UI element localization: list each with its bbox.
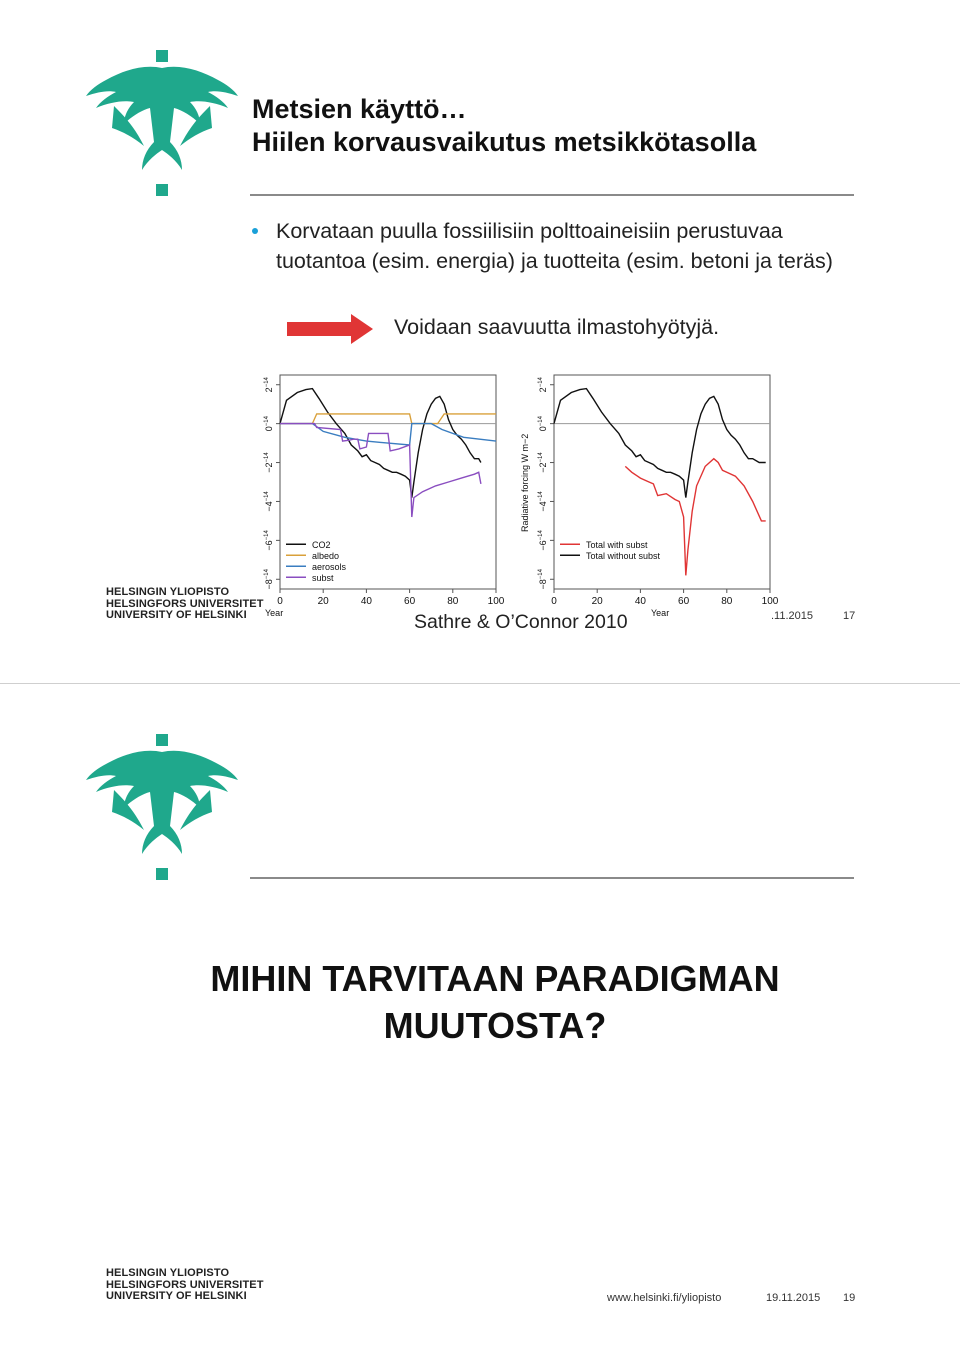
slide-17 (0, 0, 960, 683)
question-line-1: MIHIN TARVITAAN PARADIGMAN (210, 958, 780, 999)
chart1-y-tick-label: $-4^{-14}$ (264, 491, 274, 512)
university-wordmark (106, 587, 264, 622)
chart1-legend-label: aerosols (312, 561, 347, 572)
title-line-2: Hiilen korvausvaikutus metsikkötasolla (252, 127, 757, 157)
chart2-legend-label: Total without subst (586, 550, 661, 561)
chart-forcing-totals (517, 370, 787, 626)
footer-date: 19.11.2015 (766, 1292, 821, 1304)
chart1-x-tick-label: 40 (360, 596, 372, 607)
chart2-xlabel: Year (651, 608, 670, 618)
chart1-x-tick-label: 60 (404, 596, 416, 607)
chart2-y-tick-label: $-4^{-14}$ (538, 491, 548, 512)
title-rule (250, 877, 854, 879)
slide-question (100, 955, 890, 1049)
chart2-x-tick-label: 100 (761, 596, 779, 607)
university-name-sv: HELSINGFORS UNIVERSITET (106, 1278, 264, 1291)
chart1-y-tick-label: $-6^{-14}$ (264, 530, 274, 551)
footer-date: .11.2015 (771, 610, 814, 622)
chart2-y-tick-label: $2^{-14}$ (538, 377, 548, 393)
bullet-text: Korvataan puulla fossiilisiin polttoaineisiin perustuvaa tuotantoa (esim. energia) ja tuotteita (esim. betoni ja teräs) (276, 219, 833, 273)
chart2-legend-label: Total with subst (586, 539, 648, 550)
university-name-sv: HELSINGFORS UNIVERSITET (106, 597, 264, 610)
chart2-y-tick-label: $-8^{-14}$ (538, 569, 548, 590)
chart1-legend-label: subst (312, 572, 334, 583)
chart2-x-tick-label: 60 (678, 596, 690, 607)
chart2-x-tick-label: 20 (591, 596, 603, 607)
chart1-series-subst (280, 424, 481, 517)
chart-forcing-components (243, 370, 513, 626)
chart1-x-tick-label: 20 (317, 596, 329, 607)
chart2-x-tick-label: 0 (551, 596, 557, 607)
chart2-x-tick-label: 40 (634, 596, 646, 607)
university-name-fi: HELSINGIN YLIOPISTO (106, 1267, 230, 1279)
bullet-dot-icon (252, 228, 258, 234)
chart1-y-tick-label: $2^{-14}$ (264, 377, 274, 393)
right-arrow-icon (287, 314, 377, 344)
chart2-ylabel: Radiative forcing W m−2 (520, 433, 530, 532)
question-line-2: MUUTOSTA? (383, 1005, 607, 1046)
chart2-y-tick-label: $-6^{-14}$ (538, 530, 548, 551)
chart1-x-tick-label: 0 (277, 596, 283, 607)
footer-page-number: 17 (843, 610, 856, 622)
chart1-y-tick-label: $-2^{-14}$ (264, 452, 274, 473)
chart2-y-tick-label: $0^{-14}$ (538, 416, 548, 432)
chart1-legend-label: CO2 (312, 539, 331, 550)
chart1-x-tick-label: 100 (487, 596, 505, 607)
footer-page-number: 19 (843, 1292, 856, 1304)
university-name-fi: HELSINGIN YLIOPISTO (106, 586, 230, 598)
footer-url: www.helsinki.fi/yliopisto (607, 1292, 722, 1304)
university-name-en: UNIVERSITY OF HELSINKI (106, 1290, 247, 1302)
university-wordmark (106, 1268, 264, 1303)
university-name-en: UNIVERSITY OF HELSINKI (106, 609, 247, 621)
title-line-1: Metsien käyttö… (252, 94, 467, 124)
slide-title (252, 93, 756, 159)
conclusion-text: Voidaan saavuutta ilmastohyötyjä. (394, 315, 720, 339)
university-flame-logo-icon (84, 46, 246, 198)
chart1-x-tick-label: 80 (447, 596, 459, 607)
chart2-y-tick-label: $-2^{-14}$ (538, 452, 548, 473)
chart1-xlabel: Year (265, 608, 284, 618)
chart2-x-tick-label: 80 (721, 596, 733, 607)
chart1-y-tick-label: $0^{-14}$ (264, 416, 274, 432)
chart1-legend-label: albedo (312, 550, 340, 561)
chart1-y-tick-label: $-8^{-14}$ (264, 569, 274, 590)
chart1-series-albedo (280, 414, 496, 424)
citation: Sathre & O’Connor 2010 (414, 611, 628, 633)
university-flame-logo-icon (84, 730, 246, 882)
chart2-series-total-without-subst (554, 389, 766, 498)
title-rule (250, 194, 854, 196)
